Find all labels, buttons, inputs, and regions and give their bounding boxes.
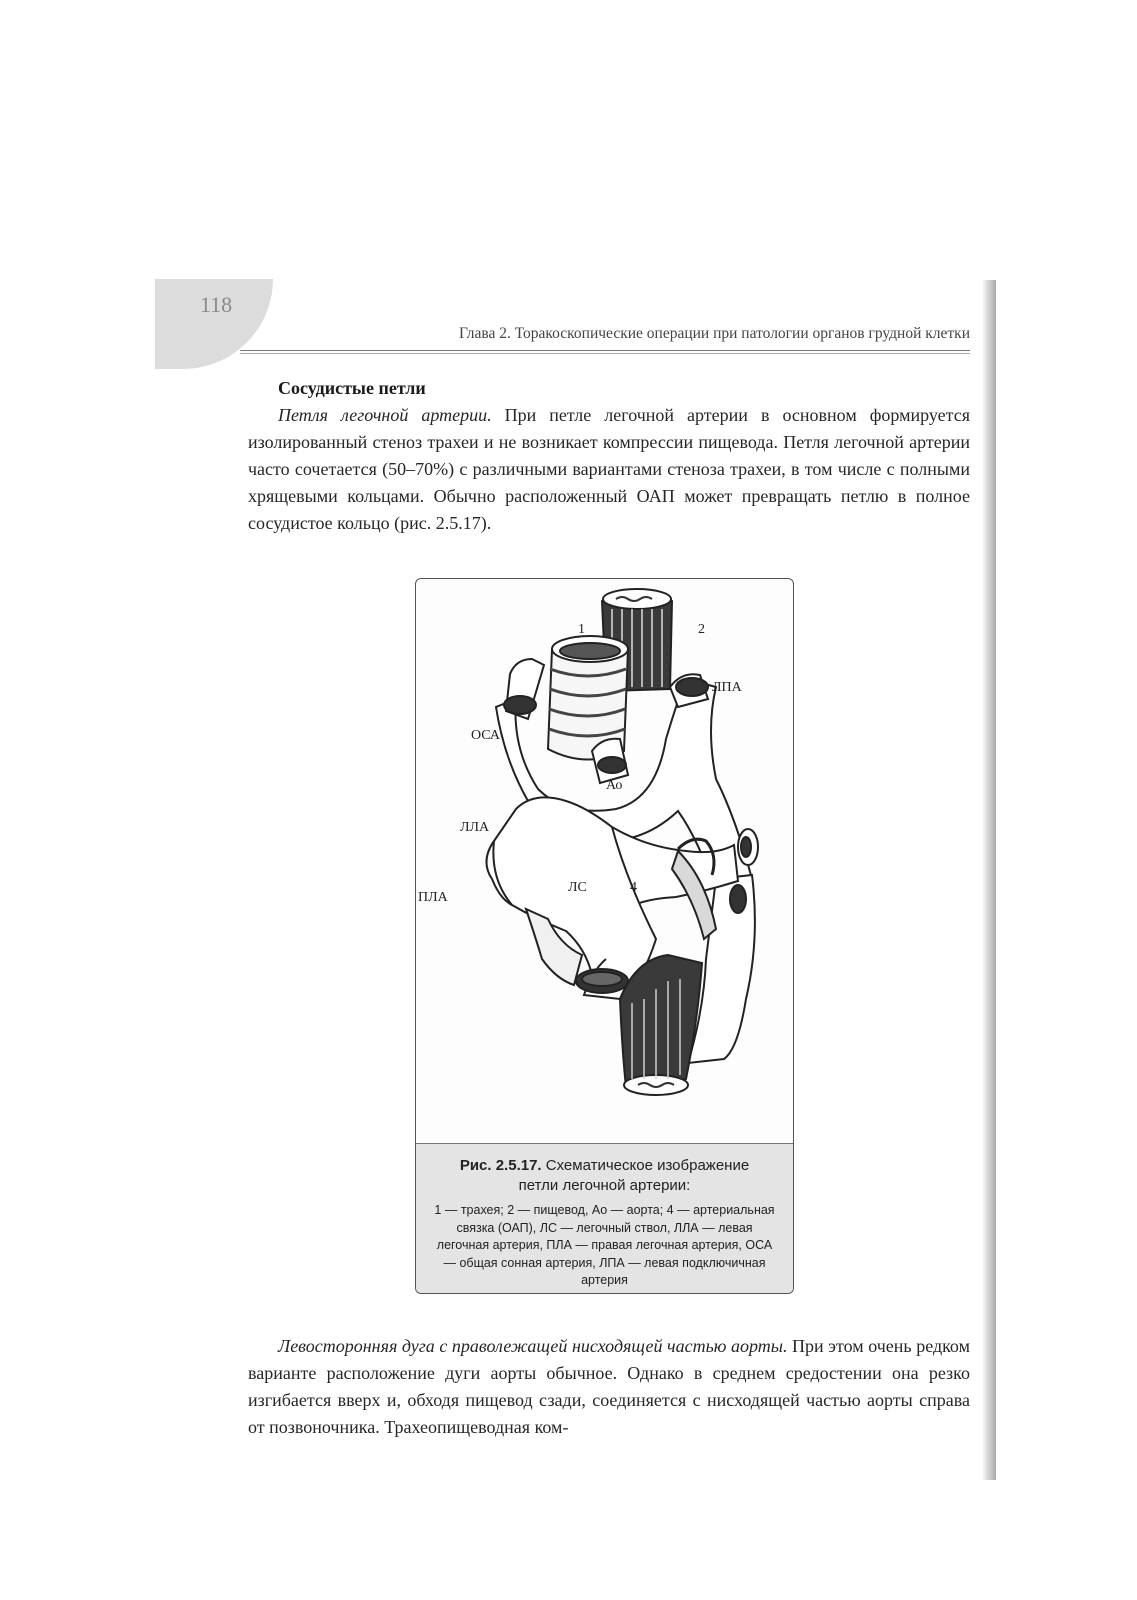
paragraph-left-arch xyxy=(248,1333,970,1441)
label-lpa: ЛПА xyxy=(712,680,742,695)
label-pla: ПЛА xyxy=(418,890,448,905)
figure-2-5-17 xyxy=(415,578,794,1294)
paragraph-pulmonary-sling xyxy=(248,402,970,537)
paragraph-lead: Петля легочной артерии. xyxy=(278,405,492,425)
label-ls: ЛС xyxy=(568,880,587,895)
paragraph-lead-2: Левосторонняя дуга с праволежащей нисходящей частью аорты. xyxy=(278,1336,788,1356)
caption-number: Рис. 2.5.17. xyxy=(459,1157,542,1174)
running-head: Глава 2. Торакоскопические операции при патологии органов грудной клетки xyxy=(458,325,970,342)
paragraph-body: При петле легочной артерии в основном формируется изолированный стеноз трахеи и не возникает компрессии пищевода. Петля легочной артерии часто сочетается (50–70%) с различными вариантами стеноза трахеи, в том числе с полными хрящевыми кольцами. Обычно расположенный ОАП может превращать петлю в полное сосудистое кольцо (рис. 2.5.17). xyxy=(248,405,971,533)
caption-title xyxy=(416,1156,793,1196)
label-2: 2 xyxy=(698,622,705,637)
header-rule xyxy=(240,350,970,354)
label-4: 4 xyxy=(630,880,637,895)
anatomy-illustration xyxy=(416,579,793,1143)
caption-title-text: Схематическое изображение петли легочной артерии: xyxy=(518,1157,750,1194)
label-osa: ОСА xyxy=(471,728,501,743)
section-title: Сосудистые петли xyxy=(278,378,426,398)
caption-legend: 1 — трахея; 2 — пищевод, Ао — аорта; 4 — артериальная связка (ОАП), ЛС — легочный ствол, ЛЛА — левая легочная артерия, ПЛА — правая легочная артерия, ОСА — общая сонная артерия, ЛПА — левая подключичная артерия xyxy=(434,1203,775,1287)
label-ao: Ао xyxy=(606,778,623,793)
label-lla: ЛЛА xyxy=(460,820,490,835)
page-number: 118 xyxy=(200,292,233,317)
label-1: 1 xyxy=(578,622,585,637)
page-edge-shadow xyxy=(982,280,996,1480)
paragraph-body-2: При этом очень редком варианте расположение дуги аорты обычное. Однако в среднем средостении она резко изгибается вверх и, обходя пищевод сзади, соединяется с нисходящей частью аорты справа от позвоночника. Трахеопищеводная ком- xyxy=(248,1336,970,1437)
esophagus-lower xyxy=(620,955,702,1095)
figure-caption xyxy=(416,1143,793,1294)
